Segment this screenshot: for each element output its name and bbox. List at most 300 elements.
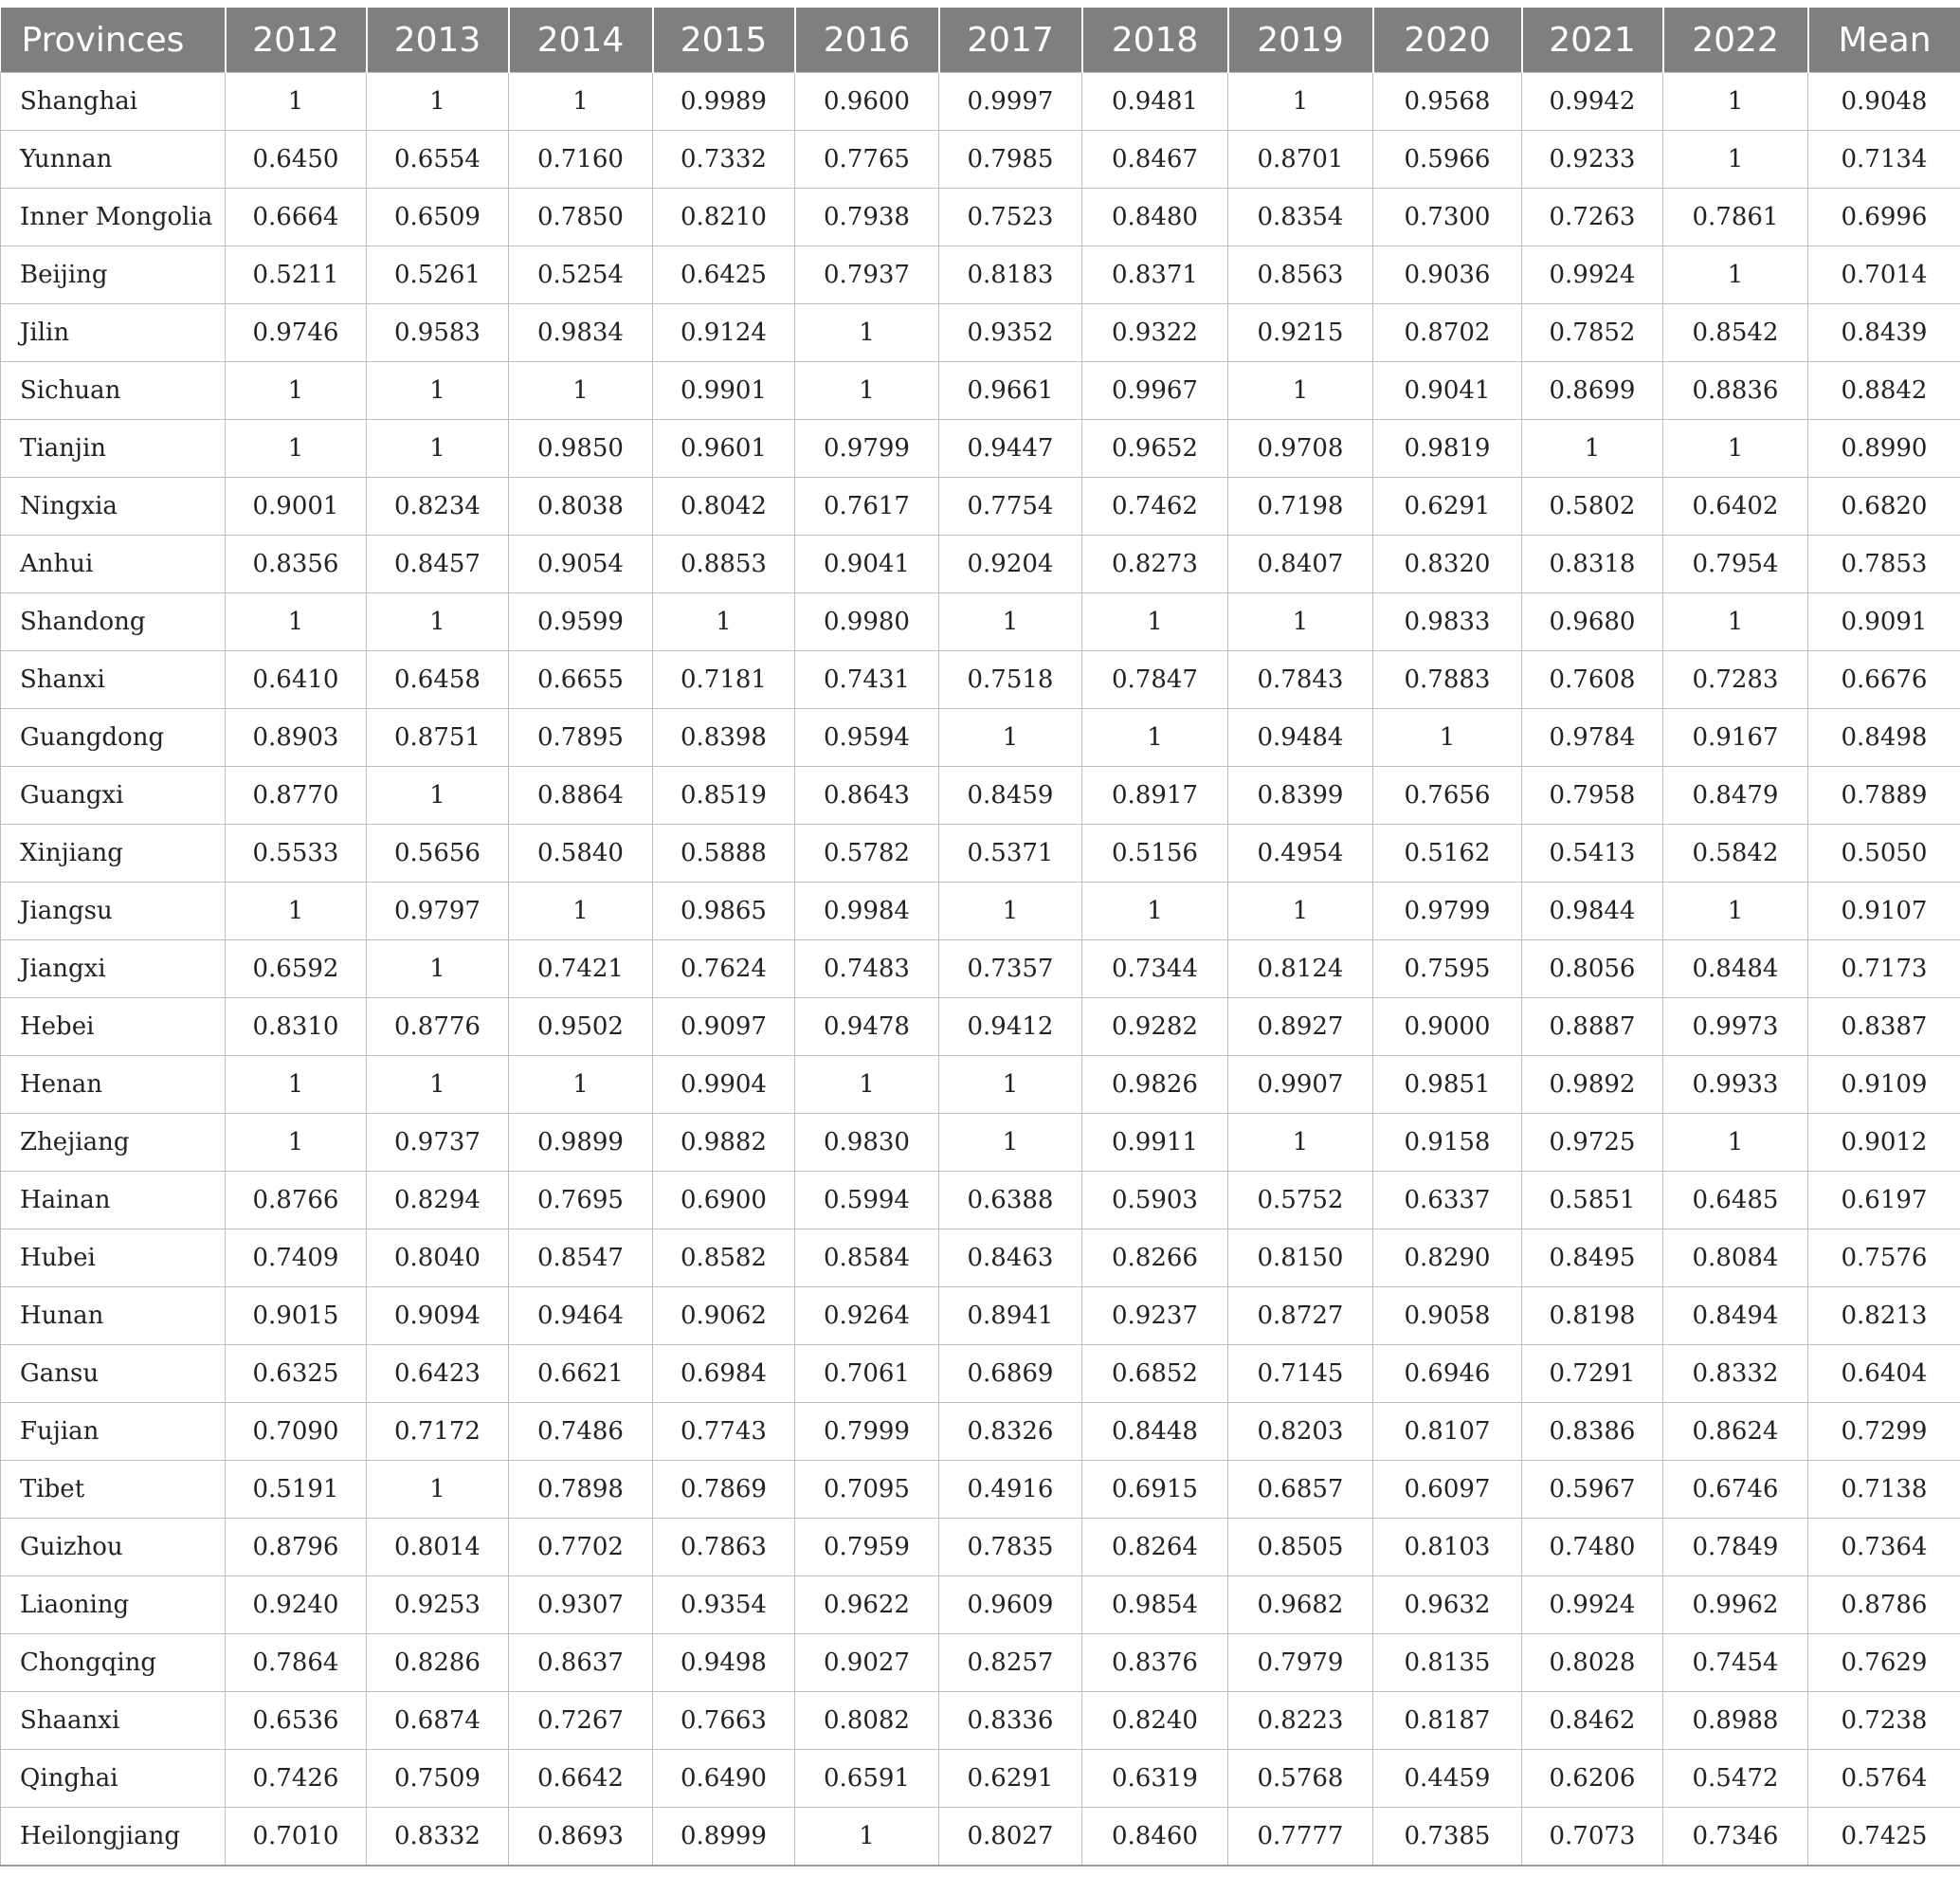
value-cell: 0.8240: [1082, 1692, 1228, 1750]
value-cell: 0.8836: [1663, 362, 1808, 420]
value-cell: 0.9962: [1663, 1576, 1808, 1634]
province-name-cell: Fujian: [1, 1403, 226, 1461]
value-cell: 1: [795, 1808, 939, 1867]
value-cell: 0.9997: [939, 73, 1082, 131]
value-cell: 0.9000: [1373, 998, 1522, 1056]
value-cell: 0.9481: [1082, 73, 1228, 131]
value-cell: 0.7849: [1663, 1519, 1808, 1576]
value-cell: 0.8480: [1082, 189, 1228, 246]
value-cell: 0.9882: [653, 1114, 795, 1172]
province-name-cell: Jilin: [1, 304, 226, 362]
value-cell: 0.4916: [939, 1461, 1082, 1519]
value-cell: 1: [1082, 593, 1228, 651]
value-cell: 0.9924: [1522, 1576, 1663, 1634]
value-cell: 0.4459: [1373, 1750, 1522, 1808]
province-name-cell: Anhui: [1, 536, 226, 593]
value-cell: 0.8387: [1808, 998, 1960, 1056]
value-cell: 0.8462: [1522, 1692, 1663, 1750]
value-cell: 0.7172: [367, 1403, 509, 1461]
value-cell: 0.9447: [939, 420, 1082, 478]
value-cell: 0.6410: [226, 651, 367, 709]
value-cell: 0.9907: [1228, 1056, 1373, 1114]
value-cell: 0.6874: [367, 1692, 509, 1750]
value-cell: 0.7346: [1663, 1808, 1808, 1867]
value-cell: 0.8786: [1808, 1576, 1960, 1634]
value-cell: 0.8941: [939, 1287, 1082, 1345]
value-cell: 1: [226, 420, 367, 478]
value-cell: 1: [1228, 883, 1373, 940]
column-header-2021: 2021: [1522, 8, 1663, 73]
value-cell: 0.6388: [939, 1172, 1082, 1229]
value-cell: 1: [1082, 709, 1228, 767]
value-cell: 0.7462: [1082, 478, 1228, 536]
province-name-cell: Hainan: [1, 1172, 226, 1229]
province-name-cell: Gansu: [1, 1345, 226, 1403]
value-cell: 0.8187: [1373, 1692, 1522, 1750]
value-cell: 0.7835: [939, 1519, 1082, 1576]
value-cell: 1: [1663, 131, 1808, 189]
value-cell: 0.7765: [795, 131, 939, 189]
value-cell: 0.9746: [226, 304, 367, 362]
value-cell: 0.8903: [226, 709, 367, 767]
value-cell: 0.7014: [1808, 246, 1960, 304]
value-cell: 1: [1228, 1114, 1373, 1172]
value-cell: 0.9737: [367, 1114, 509, 1172]
value-cell: 0.6592: [226, 940, 367, 998]
value-cell: 0.9583: [367, 304, 509, 362]
province-name-cell: Shanxi: [1, 651, 226, 709]
value-cell: 0.7852: [1522, 304, 1663, 362]
value-cell: 0.8210: [653, 189, 795, 246]
value-cell: 0.8135: [1373, 1634, 1522, 1692]
value-cell: 0.7426: [226, 1750, 367, 1808]
value-cell: 0.8505: [1228, 1519, 1373, 1576]
province-name-cell: Jiangxi: [1, 940, 226, 998]
value-cell: 0.7061: [795, 1345, 939, 1403]
value-cell: 0.8563: [1228, 246, 1373, 304]
value-cell: 0.8467: [1082, 131, 1228, 189]
value-cell: 0.9041: [795, 536, 939, 593]
value-cell: 0.8727: [1228, 1287, 1373, 1345]
column-header-2016: 2016: [795, 8, 939, 73]
value-cell: 0.7954: [1663, 536, 1808, 593]
value-cell: 0.5782: [795, 825, 939, 883]
value-cell: 1: [939, 593, 1082, 651]
value-cell: 0.7985: [939, 131, 1082, 189]
value-cell: 0.7617: [795, 478, 939, 536]
value-cell: 0.9901: [653, 362, 795, 420]
value-cell: 0.7629: [1808, 1634, 1960, 1692]
value-cell: 0.8257: [939, 1634, 1082, 1692]
value-cell: 1: [509, 883, 653, 940]
value-cell: 0.7332: [653, 131, 795, 189]
value-cell: 0.9600: [795, 73, 939, 131]
table-row: [1, 246, 1960, 304]
value-cell: 0.9680: [1522, 593, 1663, 651]
table-row: [1, 1576, 1960, 1634]
province-name-cell: Liaoning: [1, 1576, 226, 1634]
value-cell: 0.8484: [1663, 940, 1808, 998]
value-cell: 0.9904: [653, 1056, 795, 1114]
value-cell: 0.9933: [1663, 1056, 1808, 1114]
value-cell: 0.5162: [1373, 825, 1522, 883]
value-cell: 0.7863: [653, 1519, 795, 1576]
value-cell: 0.6404: [1808, 1345, 1960, 1403]
value-cell: 0.9322: [1082, 304, 1228, 362]
value-cell: 0.6425: [653, 246, 795, 304]
province-name-cell: Shanghai: [1, 73, 226, 131]
value-cell: 0.6337: [1373, 1172, 1522, 1229]
value-cell: 0.8376: [1082, 1634, 1228, 1692]
value-cell: 0.9412: [939, 998, 1082, 1056]
value-cell: 0.8457: [367, 536, 509, 593]
value-cell: 0.7283: [1663, 651, 1808, 709]
column-header-2017: 2017: [939, 8, 1082, 73]
value-cell: 1: [226, 1114, 367, 1172]
value-cell: 0.7869: [653, 1461, 795, 1519]
value-cell: 0.9708: [1228, 420, 1373, 478]
value-cell: 0.8463: [939, 1229, 1082, 1287]
value-cell: 0.8542: [1663, 304, 1808, 362]
value-cell: 0.9091: [1808, 593, 1960, 651]
value-cell: 0.9036: [1373, 246, 1522, 304]
value-cell: 0.9797: [367, 883, 509, 940]
value-cell: 0.9899: [509, 1114, 653, 1172]
value-cell: 0.9799: [795, 420, 939, 478]
value-cell: 0.9484: [1228, 709, 1373, 767]
value-cell: 0.5888: [653, 825, 795, 883]
value-cell: 1: [653, 593, 795, 651]
value-cell: 0.7777: [1228, 1808, 1373, 1867]
table-row: [1, 131, 1960, 189]
value-cell: 0.8770: [226, 767, 367, 825]
value-cell: 0.8356: [226, 536, 367, 593]
value-cell: 1: [795, 1056, 939, 1114]
value-cell: 1: [1663, 73, 1808, 131]
column-header-2014: 2014: [509, 8, 653, 73]
column-header-2019: 2019: [1228, 8, 1373, 73]
value-cell: 0.9911: [1082, 1114, 1228, 1172]
value-cell: 0.6642: [509, 1750, 653, 1808]
value-cell: 0.6319: [1082, 1750, 1228, 1808]
value-cell: 1: [1663, 246, 1808, 304]
value-cell: 0.8290: [1373, 1229, 1522, 1287]
value-cell: 0.7090: [226, 1403, 367, 1461]
value-cell: 0.7523: [939, 189, 1082, 246]
value-cell: 1: [1522, 420, 1663, 478]
value-cell: 0.7425: [1808, 1808, 1960, 1867]
value-cell: 0.8286: [367, 1634, 509, 1692]
value-cell: 0.8014: [367, 1519, 509, 1576]
value-cell: 0.8264: [1082, 1519, 1228, 1576]
value-cell: 0.8040: [367, 1229, 509, 1287]
value-cell: 0.9307: [509, 1576, 653, 1634]
province-name-cell: Shandong: [1, 593, 226, 651]
value-cell: 0.7454: [1663, 1634, 1808, 1692]
value-cell: 0.8294: [367, 1172, 509, 1229]
value-cell: 0.9967: [1082, 362, 1228, 420]
value-cell: 0.7843: [1228, 651, 1373, 709]
value-cell: 0.7385: [1373, 1808, 1522, 1867]
value-cell: 0.8547: [509, 1229, 653, 1287]
value-cell: 0.7959: [795, 1519, 939, 1576]
value-cell: 0.7364: [1808, 1519, 1960, 1576]
value-cell: 1: [1228, 593, 1373, 651]
value-cell: 0.8107: [1373, 1403, 1522, 1461]
value-cell: 0.7198: [1228, 478, 1373, 536]
value-cell: 0.6746: [1663, 1461, 1808, 1519]
value-cell: 0.7656: [1373, 767, 1522, 825]
value-cell: 0.8198: [1522, 1287, 1663, 1345]
value-cell: 0.9989: [653, 73, 795, 131]
value-cell: 0.7979: [1228, 1634, 1373, 1692]
value-cell: 0.9609: [939, 1576, 1082, 1634]
value-cell: 0.8103: [1373, 1519, 1522, 1576]
province-name-cell: Guangdong: [1, 709, 226, 767]
value-cell: 1: [367, 940, 509, 998]
value-cell: 1: [795, 304, 939, 362]
value-cell: 0.6869: [939, 1345, 1082, 1403]
value-cell: 0.7937: [795, 246, 939, 304]
value-cell: 1: [1663, 420, 1808, 478]
value-cell: 0.8183: [939, 246, 1082, 304]
table-row: [1, 1114, 1960, 1172]
value-cell: 0.9725: [1522, 1114, 1663, 1172]
value-cell: 0.5903: [1082, 1172, 1228, 1229]
value-cell: 0.8864: [509, 767, 653, 825]
value-cell: 0.6097: [1373, 1461, 1522, 1519]
value-cell: 0.8084: [1663, 1229, 1808, 1287]
value-cell: 0.7291: [1522, 1345, 1663, 1403]
value-cell: 1: [1373, 709, 1522, 767]
value-cell: 0.7486: [509, 1403, 653, 1461]
table-row: [1, 709, 1960, 767]
value-cell: 0.9984: [795, 883, 939, 940]
value-cell: 0.5768: [1228, 1750, 1373, 1808]
value-cell: 0.8386: [1522, 1403, 1663, 1461]
value-cell: 0.8318: [1522, 536, 1663, 593]
value-cell: 0.8448: [1082, 1403, 1228, 1461]
value-cell: 0.7883: [1373, 651, 1522, 709]
value-cell: 0.9850: [509, 420, 653, 478]
value-cell: 0.9204: [939, 536, 1082, 593]
value-cell: 0.6554: [367, 131, 509, 189]
value-cell: 0.9015: [226, 1287, 367, 1345]
efficiency-table: [0, 8, 1960, 1867]
table-row: [1, 1808, 1960, 1867]
value-cell: 0.6458: [367, 651, 509, 709]
value-cell: 0.9851: [1373, 1056, 1522, 1114]
value-cell: 1: [367, 767, 509, 825]
table-row: [1, 883, 1960, 940]
header-row: [1, 8, 1960, 73]
value-cell: 0.8042: [653, 478, 795, 536]
table-row: [1, 1519, 1960, 1576]
value-cell: 0.9830: [795, 1114, 939, 1172]
province-name-cell: Hebei: [1, 998, 226, 1056]
value-cell: 1: [226, 1056, 367, 1114]
value-cell: 0.8637: [509, 1634, 653, 1692]
value-cell: 0.8999: [653, 1808, 795, 1867]
value-cell: 0.6946: [1373, 1345, 1522, 1403]
value-cell: 0.5371: [939, 825, 1082, 883]
table-row: [1, 536, 1960, 593]
province-name-cell: Henan: [1, 1056, 226, 1114]
value-cell: 0.7480: [1522, 1519, 1663, 1576]
value-cell: 1: [1082, 883, 1228, 940]
province-name-cell: Hunan: [1, 1287, 226, 1345]
value-cell: 0.8326: [939, 1403, 1082, 1461]
table-container: [0, 8, 1960, 1867]
value-cell: 0.9661: [939, 362, 1082, 420]
value-cell: 0.9109: [1808, 1056, 1960, 1114]
value-cell: 0.7344: [1082, 940, 1228, 998]
column-header-provinces: Provinces: [1, 8, 226, 73]
value-cell: 0.9826: [1082, 1056, 1228, 1114]
value-cell: 0.8332: [367, 1808, 509, 1867]
province-name-cell: Tianjin: [1, 420, 226, 478]
value-cell: 1: [939, 883, 1082, 940]
value-cell: 0.6621: [509, 1345, 653, 1403]
value-cell: 0.7938: [795, 189, 939, 246]
value-cell: 0.6655: [509, 651, 653, 709]
value-cell: 1: [226, 362, 367, 420]
province-name-cell: Ningxia: [1, 478, 226, 536]
value-cell: 0.7173: [1808, 940, 1960, 998]
value-cell: 0.7509: [367, 1750, 509, 1808]
value-cell: 0.6490: [653, 1750, 795, 1808]
value-cell: 1: [226, 883, 367, 940]
table-row: [1, 593, 1960, 651]
value-cell: 0.8459: [939, 767, 1082, 825]
value-cell: 0.8407: [1228, 536, 1373, 593]
value-cell: 0.8519: [653, 767, 795, 825]
value-cell: 0.7134: [1808, 131, 1960, 189]
value-cell: 0.9632: [1373, 1576, 1522, 1634]
value-cell: 0.5764: [1808, 1750, 1960, 1808]
value-cell: 0.8273: [1082, 536, 1228, 593]
table-row: [1, 940, 1960, 998]
value-cell: 0.5752: [1228, 1172, 1373, 1229]
value-cell: 0.8584: [795, 1229, 939, 1287]
value-cell: 0.6996: [1808, 189, 1960, 246]
value-cell: 0.9622: [795, 1576, 939, 1634]
value-cell: 0.5261: [367, 246, 509, 304]
value-cell: 0.9498: [653, 1634, 795, 1692]
value-cell: 0.6197: [1808, 1172, 1960, 1229]
value-cell: 0.9012: [1808, 1114, 1960, 1172]
value-cell: 0.9094: [367, 1287, 509, 1345]
value-cell: 0.7263: [1522, 189, 1663, 246]
table-row: [1, 1229, 1960, 1287]
value-cell: 0.5050: [1808, 825, 1960, 883]
table-row: [1, 189, 1960, 246]
value-cell: 0.5472: [1663, 1750, 1808, 1808]
value-cell: 0.7073: [1522, 1808, 1663, 1867]
value-cell: 0.9833: [1373, 593, 1522, 651]
value-cell: 0.7864: [226, 1634, 367, 1692]
value-cell: 0.9784: [1522, 709, 1663, 767]
value-cell: 0.6676: [1808, 651, 1960, 709]
value-cell: 0.9844: [1522, 883, 1663, 940]
value-cell: 0.9568: [1373, 73, 1522, 131]
column-header-mean: Mean: [1808, 8, 1960, 73]
value-cell: 0.5840: [509, 825, 653, 883]
value-cell: 0.8124: [1228, 940, 1373, 998]
province-name-cell: Chongqing: [1, 1634, 226, 1692]
value-cell: 0.9058: [1373, 1287, 1522, 1345]
value-cell: 0.7743: [653, 1403, 795, 1461]
value-cell: 0.8842: [1808, 362, 1960, 420]
value-cell: 0.9107: [1808, 883, 1960, 940]
value-cell: 0.8320: [1373, 536, 1522, 593]
value-cell: 0.8701: [1228, 131, 1373, 189]
value-cell: 0.9599: [509, 593, 653, 651]
value-cell: 0.7850: [509, 189, 653, 246]
province-name-cell: Yunnan: [1, 131, 226, 189]
value-cell: 0.9819: [1373, 420, 1522, 478]
value-cell: 0.8028: [1522, 1634, 1663, 1692]
value-cell: 1: [795, 362, 939, 420]
table-row: [1, 1172, 1960, 1229]
value-cell: 0.7518: [939, 651, 1082, 709]
value-cell: 0.8027: [939, 1808, 1082, 1867]
value-cell: 0.8917: [1082, 767, 1228, 825]
table-row: [1, 825, 1960, 883]
value-cell: 0.8234: [367, 478, 509, 536]
value-cell: 0.6984: [653, 1345, 795, 1403]
value-cell: 0.8336: [939, 1692, 1082, 1750]
table-row: [1, 651, 1960, 709]
value-cell: 0.7847: [1082, 651, 1228, 709]
value-cell: 0.8495: [1522, 1229, 1663, 1287]
province-name-cell: Heilongjiang: [1, 1808, 226, 1867]
province-name-cell: Sichuan: [1, 362, 226, 420]
value-cell: 0.9354: [653, 1576, 795, 1634]
value-cell: 0.7160: [509, 131, 653, 189]
value-cell: 0.7409: [226, 1229, 367, 1287]
value-cell: 0.7431: [795, 651, 939, 709]
value-cell: 0.7702: [509, 1519, 653, 1576]
value-cell: 0.7010: [226, 1808, 367, 1867]
value-cell: 0.7608: [1522, 651, 1663, 709]
table-row: [1, 1056, 1960, 1114]
column-header-2013: 2013: [367, 8, 509, 73]
value-cell: 0.9464: [509, 1287, 653, 1345]
value-cell: 0.8479: [1663, 767, 1808, 825]
value-cell: 0.8751: [367, 709, 509, 767]
value-cell: 0.8460: [1082, 1808, 1228, 1867]
value-cell: 0.9892: [1522, 1056, 1663, 1114]
value-cell: 0.9062: [653, 1287, 795, 1345]
value-cell: 0.7095: [795, 1461, 939, 1519]
value-cell: 0.5656: [367, 825, 509, 883]
value-cell: 0.8150: [1228, 1229, 1373, 1287]
value-cell: 0.7483: [795, 940, 939, 998]
value-cell: 0.8371: [1082, 246, 1228, 304]
value-cell: 1: [939, 709, 1082, 767]
province-name-cell: Shaanxi: [1, 1692, 226, 1750]
value-cell: 0.9001: [226, 478, 367, 536]
value-cell: 0.9942: [1522, 73, 1663, 131]
value-cell: 1: [1663, 593, 1808, 651]
value-cell: 0.6900: [653, 1172, 795, 1229]
value-cell: 0.9041: [1373, 362, 1522, 420]
value-cell: 0.6402: [1663, 478, 1808, 536]
value-cell: 0.8693: [509, 1808, 653, 1867]
value-cell: 1: [509, 73, 653, 131]
column-header-2018: 2018: [1082, 8, 1228, 73]
